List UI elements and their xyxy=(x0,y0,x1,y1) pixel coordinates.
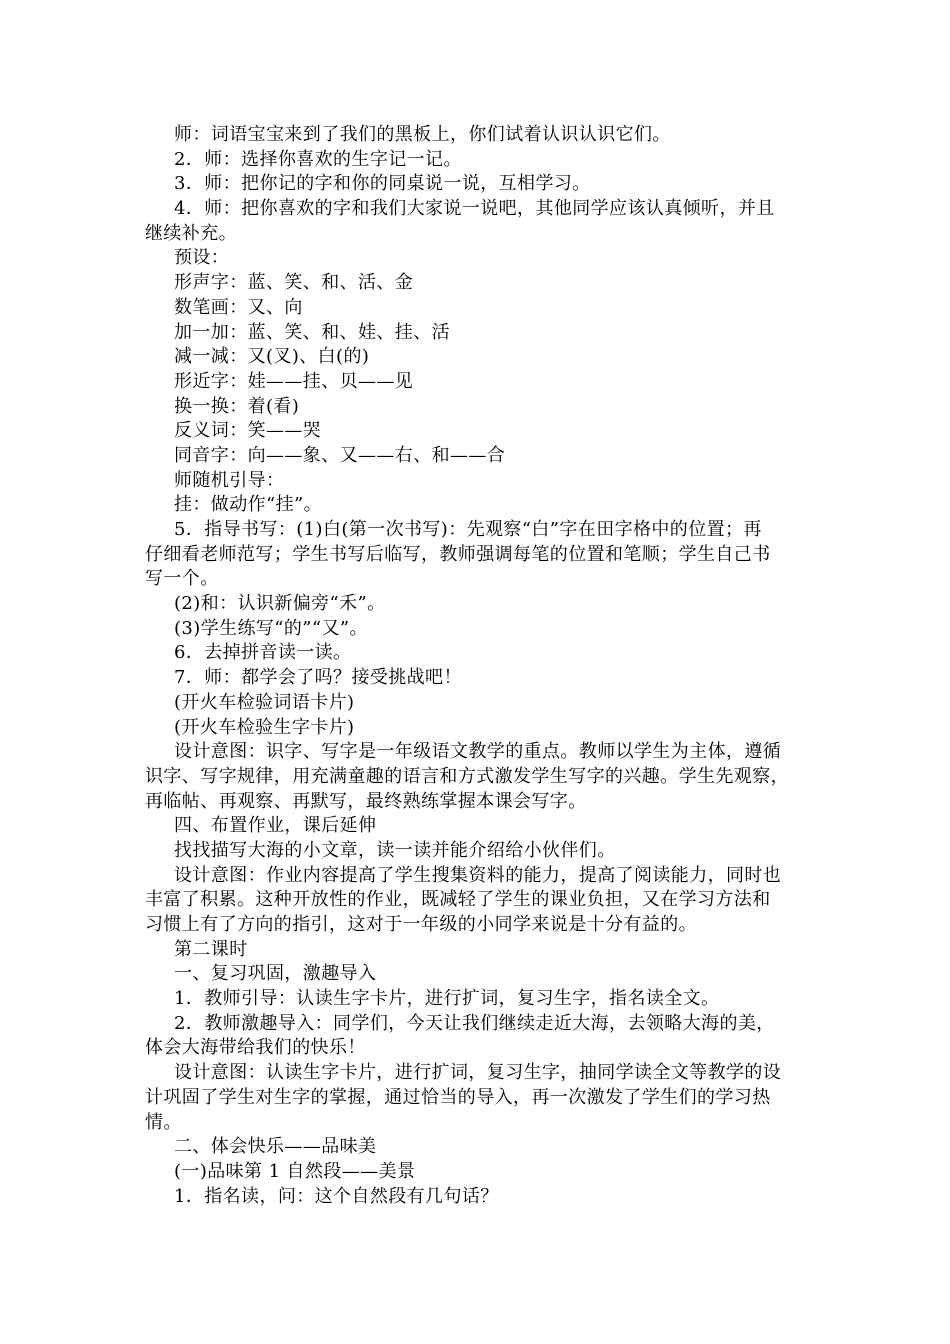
text-line: 2．师：选择你喜欢的生字记一记。 xyxy=(174,148,462,170)
text-line: 4．师：把你喜欢的字和我们大家说一说吧，其他同学应该认真倾听，并且 xyxy=(174,198,775,220)
text-line: 写一个。 xyxy=(145,568,219,590)
text-line: 继续补充。 xyxy=(145,222,237,244)
text-line: 形近字：娃——挂、贝——见 xyxy=(174,370,414,392)
text-line: 换一换：着(看) xyxy=(174,395,300,417)
text-line: 第二课时 xyxy=(174,938,248,960)
text-line: 3．师：把你记的字和你的同桌说一说，互相学习。 xyxy=(174,173,591,195)
text-line: 1．教师引导：认读生字卡片，进行扩词，复习生字，指名读全文。 xyxy=(174,988,720,1010)
text-line: (3)学生练写“的”“又”。 xyxy=(174,617,368,639)
text-line: 加一加：蓝、笑、和、娃、挂、活 xyxy=(174,321,450,343)
text-line: (2)和：认识新偏旁“禾”。 xyxy=(174,593,386,615)
text-line: 仔细看老师范写；学生书写后临写，教师强调每笔的位置和笔顺；学生自己书 xyxy=(145,543,771,565)
text-line: 设计意图：识字、写字是一年级语文教学的重点。教师以学生为主体，遵循 xyxy=(174,741,782,763)
text-line: 找找描写大海的小文章，读一读并能介绍给小伙伴们。 xyxy=(174,839,616,861)
text-line: 计巩固了学生对生字的掌握，通过恰当的导入，再一次激发了学生们的学习热 xyxy=(145,1086,771,1108)
text-line: 师随机引导： xyxy=(174,469,285,491)
text-line: 挂：做动作“挂”。 xyxy=(174,494,323,516)
text-line: 设计意图：作业内容提高了学生搜集资料的能力，提高了阅读能力，同时也 xyxy=(174,864,782,886)
text-line: 7．师：都学会了吗？接受挑战吧！ xyxy=(174,667,462,689)
text-line: (开火车检验生字卡片) xyxy=(174,716,355,738)
text-line: 丰富了积累。这种开放性的作业，既减轻了学生的课业负担，又在学习方法和 xyxy=(145,889,771,911)
text-line: 6．去掉拼音读一读。 xyxy=(174,642,352,664)
text-line: 识字、写字规律，用充满童趣的语言和方式激发学生写字的兴趣。学生先观察， xyxy=(145,765,789,787)
text-line: 体会大海带给我们的快乐！ xyxy=(145,1037,366,1059)
text-line: 2．教师激趣导入：同学们，今天让我们继续走近大海，去领略大海的美， xyxy=(174,1012,775,1034)
text-line: 一、复习巩固，激趣导入 xyxy=(174,963,377,985)
text-line: 形声字：蓝、笑、和、活、金 xyxy=(174,272,414,294)
text-line: 四、布置作业，课后延伸 xyxy=(174,815,377,837)
text-line: 二、体会快乐——品味美 xyxy=(174,1136,377,1158)
text-line: 情。 xyxy=(145,1111,182,1133)
text-line: (一)品味第 1 自然段——美景 xyxy=(174,1160,416,1182)
text-line: 减一减：又(叉)、白(的) xyxy=(174,346,370,368)
text-line: (开火车检验词语卡片) xyxy=(174,691,355,713)
text-line: 预设： xyxy=(174,247,230,269)
text-line: 同音字：向——象、又——右、和——合 xyxy=(174,444,506,466)
text-line: 习惯上有了方向的指引，这对于一年级的小同学来说是十分有益的。 xyxy=(145,914,697,935)
text-line: 再临帖、再观察、再默写，最终熟练掌握本课会写字。 xyxy=(145,790,587,812)
text-line: 反义词：笑——哭 xyxy=(174,420,322,442)
text-line: 数笔画：又、向 xyxy=(174,296,303,318)
text-line: 5．指导书写：(1)白(第一次书写)：先观察“白”字在田字格中的位置；再 xyxy=(174,519,762,540)
text-line: 设计意图：认读生字卡片，进行扩词，复习生字，抽同学读全文等教学的设 xyxy=(174,1062,782,1084)
text-line: 1．指名读，问：这个自然段有几句话？ xyxy=(174,1185,499,1207)
text-line: 师：词语宝宝来到了我们的黑板上，你们试着认识认识它们。 xyxy=(174,124,671,145)
